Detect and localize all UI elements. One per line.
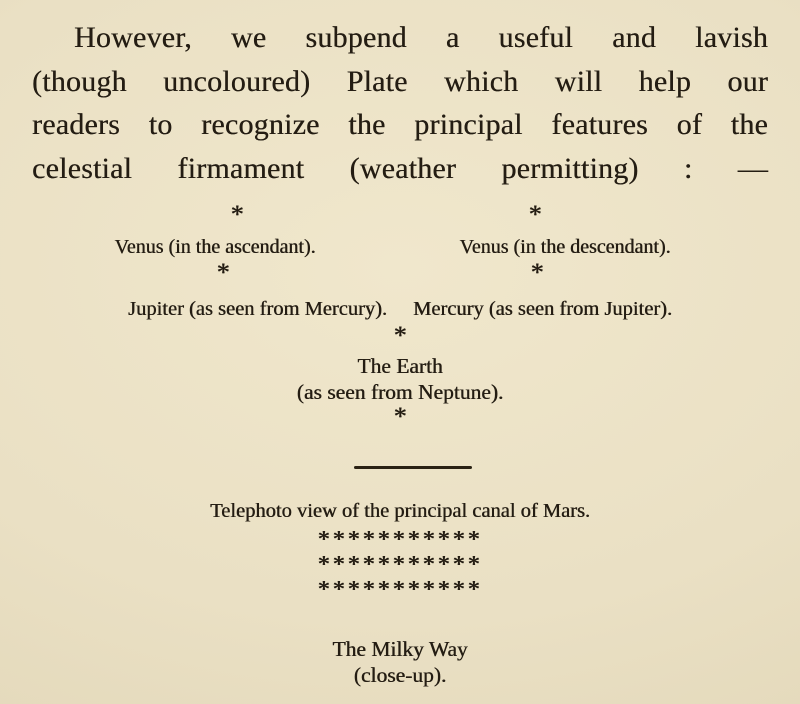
earth-title: The Earth: [357, 354, 443, 378]
star-icon: *: [393, 321, 407, 350]
mars-caption: Telephoto view of the principal canal of Mars.: [210, 500, 590, 522]
intro-line-1: However, we subpend a useful and lavish: [74, 21, 768, 54]
milky-way-subtitle: (close-up).: [353, 663, 447, 687]
intro-line-2: (though uncoloured) Plate which will help our: [32, 64, 768, 98]
star-icon: *: [230, 200, 244, 229]
milky-way-entry: [0, 636, 800, 688]
earth-entry: [0, 353, 800, 431]
intro-line-4: celestial firmament (weather permitting) : —: [32, 151, 768, 185]
jupiter-from-mercury-label: Jupiter (as seen from Mercury).: [127, 298, 387, 320]
intro-line-3: readers to recognize the principal features of the: [32, 108, 768, 141]
mars-canal-star-row: ***********: [317, 552, 483, 578]
jupiter-mercury-row: [0, 296, 800, 322]
star-icon: *: [393, 402, 407, 431]
intro-paragraph: [0, 0, 800, 190]
mercury-from-jupiter-label: Mercury (as seen from Jupiter).: [413, 298, 673, 320]
section-divider-rule: [354, 466, 472, 469]
earth-subtitle: (as seen from Neptune).: [296, 380, 504, 404]
venus-descendant-label: Venus (in the descendant).: [459, 236, 671, 258]
star-icon: *: [530, 258, 544, 287]
venus-descendant-entry: [405, 200, 725, 287]
mars-canal-star-row: ***********: [317, 577, 483, 603]
star-icon: *: [216, 258, 230, 287]
venus-ascendant-entry: [55, 200, 375, 287]
mars-entry: [0, 498, 800, 603]
venus-section: [0, 200, 800, 287]
milky-way-title: The Milky Way: [332, 637, 468, 661]
venus-ascendant-label: Venus (in the ascendant).: [114, 236, 316, 258]
mars-canal-star-row: ***********: [317, 527, 483, 553]
star-icon: *: [528, 200, 542, 229]
